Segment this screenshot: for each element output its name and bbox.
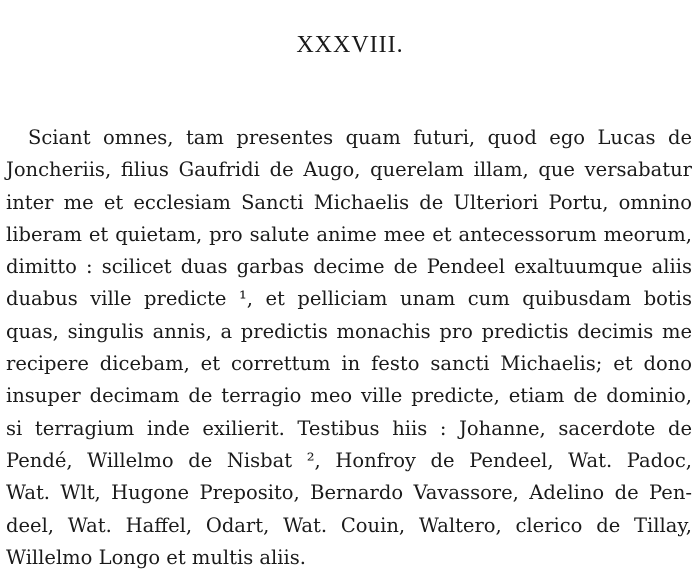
text-line: Joncheriis, filius Gaufridi de Augo, querelam illam, que versabatur (6, 158, 692, 182)
text-line: insuper decimam de terragio meo ville predicte, etiam de dominio, (6, 384, 692, 408)
text-line: recipere dicebam, et correttum in festo sancti Michaelis; et dono (6, 352, 692, 376)
text-line: Wat. Wlt, Hugone Preposito, Bernardo Vavassore, Adelino de Pen- (6, 481, 692, 505)
charter-number-heading: XXXVIII. (296, 32, 404, 58)
text-line: liberam et quietam, pro salute anime mee et antecessorum meorum, (6, 222, 692, 246)
text-line: Pendé, Willelmo de Nisbat ², Honfroy de Pendeel, Wat. Padoc, (6, 448, 692, 472)
charter-text (6, 122, 692, 574)
text-line: dimitto : scilicet duas garbas decime de Pendeel exaltuumque aliis (6, 255, 692, 279)
text-line: Willelmo Longo et multis aliis. (6, 545, 306, 569)
text-line: Sciant omnes, tam presentes quam futuri, quod ego Lucas de (28, 126, 692, 149)
text-line: quas, singulis annis, a predictis monachis pro predictis decimis me (6, 319, 692, 343)
text-line: inter me et ecclesiam Sancti Michaelis de Ulteriori Portu, omnino (6, 190, 692, 214)
text-line: duabus ville predicte ¹, et pelliciam unam cum quibusdam botis (6, 287, 692, 311)
text-line: deel, Wat. Haffel, Odart, Wat. Couin, Waltero, clerico de Tillay, (6, 513, 692, 537)
text-line: si terragium inde exilierit. Testibus hiis : Johanne, sacerdote de (6, 416, 692, 440)
